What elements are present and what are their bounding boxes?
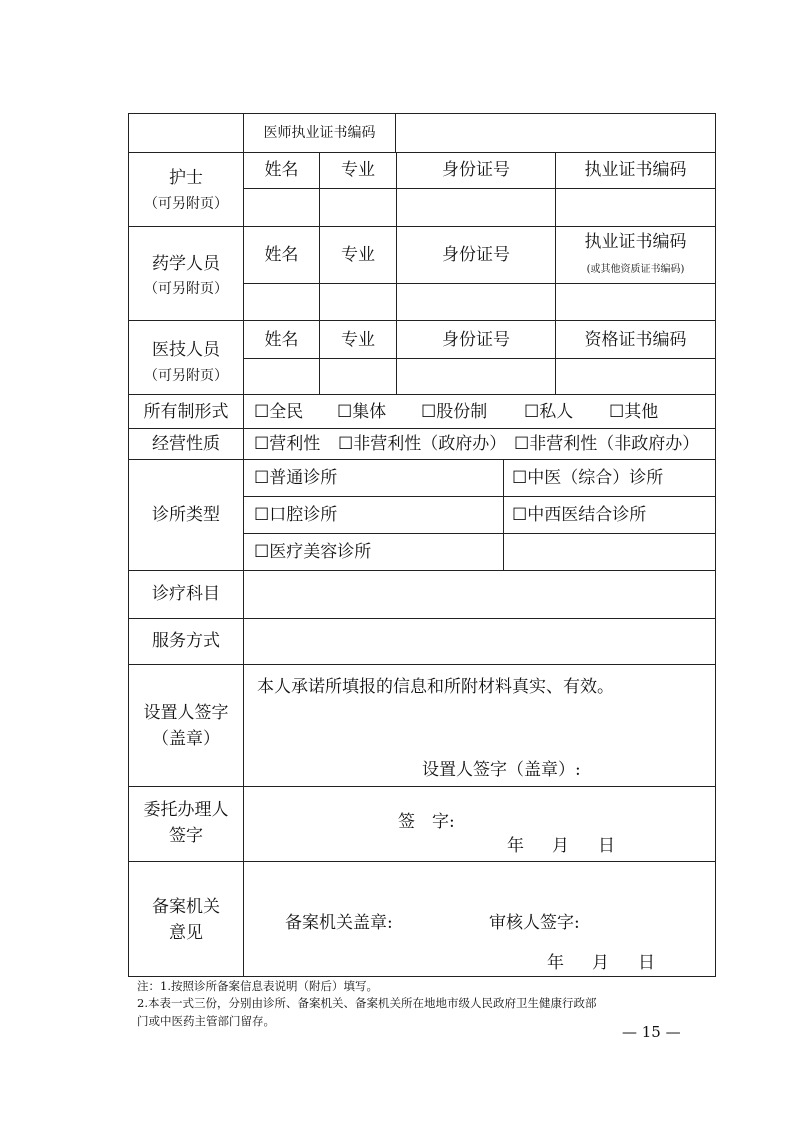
grid-line [243,113,244,977]
grid-line [243,358,716,359]
grid-line [128,861,716,862]
doctor-cert-label: 医师执业证书编码 [263,125,376,141]
pharmacist-title: 药学人员 [152,254,220,274]
grid-line [319,152,320,395]
clinic-type-dental[interactable]: ☐口腔诊所 [254,505,338,525]
nurse-col-major: 专业 [341,160,375,180]
founder-label-line1: 设置人签字 [143,703,229,723]
table-border-right [715,113,716,977]
ownership-option-shareholding[interactable]: ☐股份制 [421,402,488,422]
filing-date-month: 月 [592,953,609,973]
grid-line [503,459,504,571]
footnote-3: 门或中医药主管部门留存。 [137,1014,275,1028]
clinic-type-cosmetic[interactable]: ☐医疗美容诊所 [254,542,372,562]
agent-label-line2: 签字 [169,826,203,846]
agent-date-month: 月 [552,836,569,856]
agent-label-line1: 委托办理人 [143,800,229,820]
pharmacist-col-id: 身份证号 [442,245,510,265]
filing-reviewer: 审核人签字: [489,913,580,933]
nature-option-nonprofit-nongov[interactable]: ☐非营利性（非政府办） [514,434,700,454]
grid-line [396,152,397,395]
nurse-title: 护士 [169,168,203,188]
table-border-top [128,113,716,114]
ownership-option-state[interactable]: ☐全民 [254,402,304,422]
technician-note: （可另附页） [144,368,228,384]
nature-label: 经营性质 [152,434,220,454]
clinic-type-general[interactable]: ☐普通诊所 [254,468,338,488]
grid-line [128,786,716,787]
footnote-2: 2.本表一式三份，分别由诊所、备案机关、备案机关所在地地市级人民政府卫生健康行政部 [137,996,597,1010]
pharmacist-note: （可另附页） [144,281,228,297]
clinic-type-tcm[interactable]: ☐中医（综合）诊所 [512,468,664,488]
agent-date-year: 年 [507,836,524,856]
grid-line [128,570,716,571]
technician-col-major: 专业 [341,330,375,350]
filing-label-line1: 备案机关 [152,897,220,917]
grid-line [128,320,716,321]
grid-line [128,152,716,153]
nurse-col-cert: 执业证书编码 [584,160,687,180]
ownership-label: 所有制形式 [143,402,229,422]
grid-line [128,459,716,460]
founder-promise: 本人承诺所填报的信息和所附材料真实、有效。 [257,677,614,697]
grid-line [128,428,716,429]
technician-col-id: 身份证号 [442,330,510,350]
grid-line [128,226,716,227]
pharmacist-col-major: 专业 [341,245,375,265]
grid-line [128,618,716,619]
service-label: 服务方式 [152,631,220,651]
clinic-type-label: 诊所类型 [152,505,220,525]
nurse-col-name: 姓名 [264,160,299,180]
clinic-type-integrated[interactable]: ☐中西医结合诊所 [512,505,647,525]
nurse-note: （可另附页） [144,196,228,212]
technician-col-cert: 资格证书编码 [584,330,687,350]
page-number: — 15 — [622,1023,681,1041]
founder-sign: 设置人签字（盖章）: [422,760,581,780]
subjects-label: 诊疗科目 [152,584,220,604]
grid-line [395,113,396,153]
grid-line [128,664,716,665]
agent-sign: 签 字: [398,812,455,832]
pharmacist-col-name: 姓名 [264,245,299,265]
founder-label-line2: （盖章） [152,729,220,749]
filing-date-day: 日 [638,953,655,973]
agent-date-day: 日 [598,836,615,856]
filing-date-year: 年 [547,953,564,973]
grid-line [243,533,716,534]
grid-line [243,496,716,497]
pharmacist-col-cert-sub: (或其他资质证书编码) [586,264,685,275]
grid-line [243,283,716,284]
footnote-1: 注：1.按照诊所备案信息表说明（附后）填写。 [137,979,378,993]
grid-line [243,188,716,189]
technician-title: 医技人员 [152,340,220,360]
nature-option-profit[interactable]: ☐营利性 [254,434,321,454]
grid-line [128,394,716,395]
technician-col-name: 姓名 [264,330,299,350]
table-border-bottom [128,976,716,977]
pharmacist-col-cert: 执业证书编码 [584,232,687,252]
filing-seal: 备案机关盖章: [285,913,393,933]
nature-option-nonprofit-gov[interactable]: ☐非营利性（政府办） [338,434,507,454]
ownership-option-private[interactable]: ☐私人 [524,402,574,422]
table-border-left [128,113,129,977]
ownership-option-collective[interactable]: ☐集体 [337,402,387,422]
filing-label-line2: 意见 [169,923,203,943]
ownership-option-other[interactable]: ☐其他 [609,402,659,422]
nurse-col-id: 身份证号 [442,160,510,180]
